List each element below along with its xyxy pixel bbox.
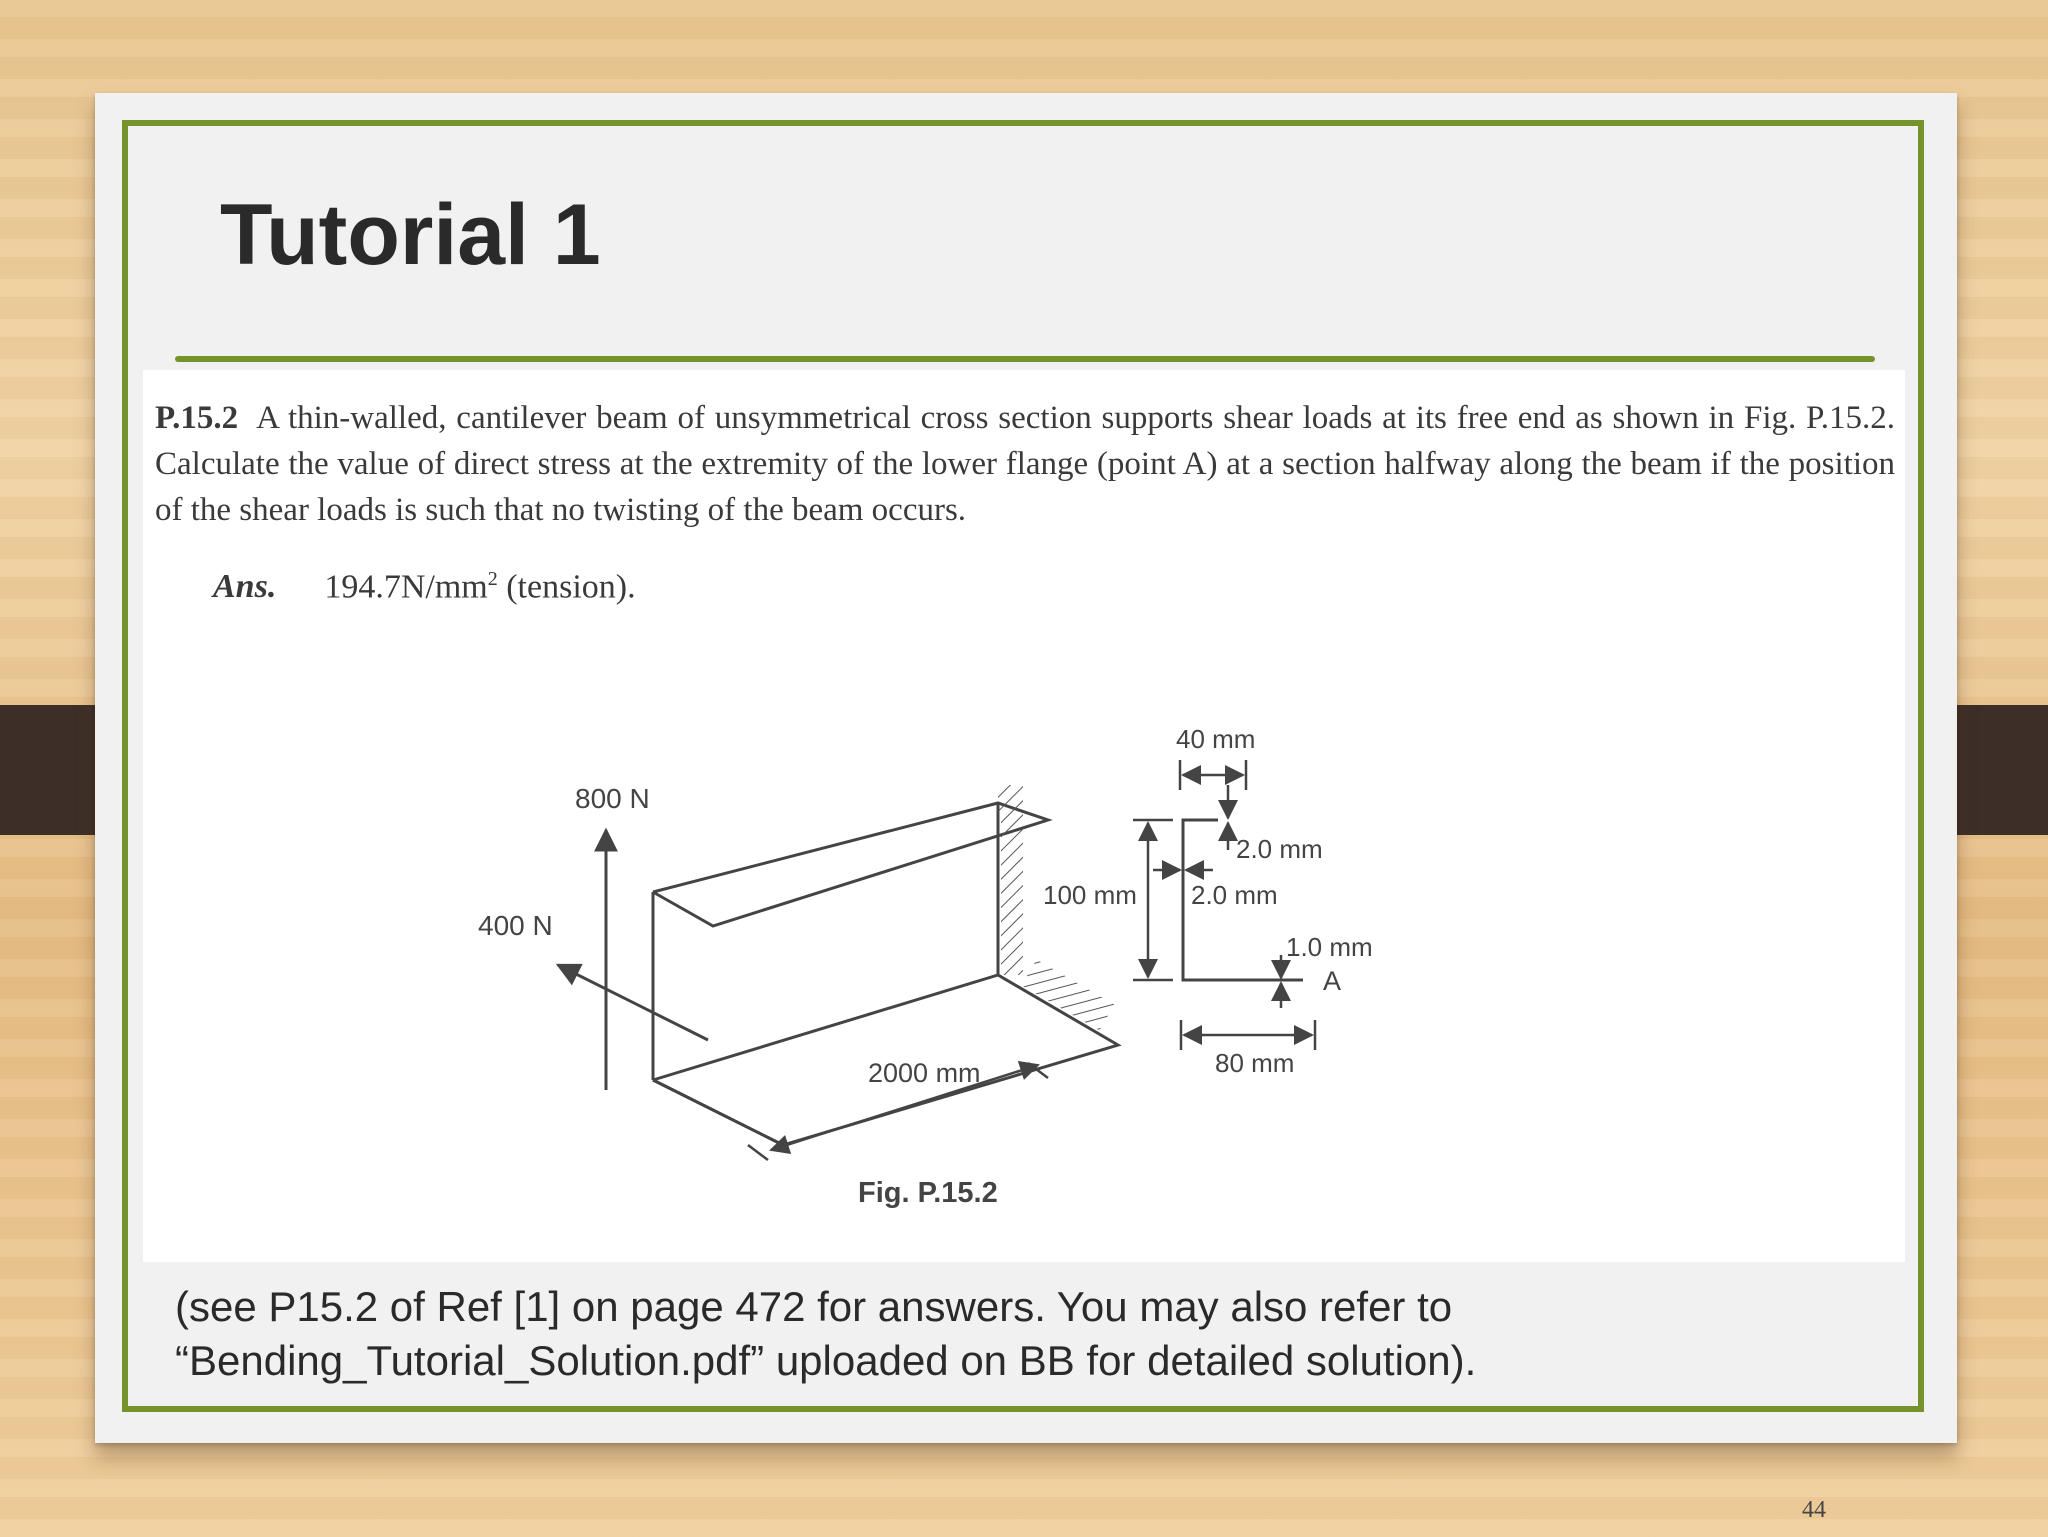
top-flange-width-label: 40 mm	[1176, 724, 1256, 754]
load-vertical	[575, 783, 650, 1090]
footnote-line-1: (see P15.2 of Ref [1] on page 472 for answers. You may also refer to	[175, 1283, 1453, 1330]
footnote-line-2: “Bending_Tutorial_Solution.pdf” uploaded on BB for detailed solution).	[175, 1337, 1477, 1384]
point-a-label: A	[1323, 966, 1342, 996]
top-flange-thickness-label: 2.0 mm	[1236, 834, 1323, 864]
answer-line	[213, 568, 636, 606]
web-thickness-label: 2.0 mm	[1191, 880, 1278, 910]
problem-id: P.15.2	[155, 400, 239, 436]
bottom-flange-width-dim	[1181, 1020, 1315, 1050]
slide-number: 44	[1802, 1497, 1826, 1523]
load-horizontal-label: 400 N	[478, 910, 553, 941]
footnote	[175, 1280, 1875, 1388]
load-horizontal	[478, 910, 708, 1040]
answer-exponent: 2	[487, 568, 498, 590]
problem-statement	[155, 395, 1895, 533]
slide-title: Tutorial 1	[220, 187, 601, 283]
load-vertical-label: 800 N	[575, 783, 650, 814]
answer-label: Ans.	[213, 568, 277, 606]
answer-value: 194.7N/mm	[324, 568, 488, 606]
top-flange-dim	[1180, 760, 1246, 790]
beam-figure	[143, 690, 1905, 1262]
title-divider	[175, 356, 1875, 362]
figure-caption: Fig. P.15.2	[858, 1177, 998, 1209]
length-label: 2000 mm	[868, 1058, 981, 1088]
web-height-label: 100 mm	[1043, 880, 1137, 910]
answer-note: (tension).	[506, 568, 636, 606]
beam-drawing	[653, 785, 1118, 1145]
web-height-dim	[1133, 820, 1173, 980]
problem-text: A thin-walled, cantilever beam of unsymmetrical cross section supports shear loads at its free end as shown in Fig. P.15.2. Calculate the value of direct stress at the extremity of the lower flange (point A) at a section halfway along the beam if the position of the shear loads is such that no twisting of the beam occurs.	[155, 400, 1895, 528]
bottom-flange-thickness-label: 1.0 mm	[1286, 932, 1373, 962]
bottom-flange-width-label: 80 mm	[1215, 1048, 1295, 1078]
